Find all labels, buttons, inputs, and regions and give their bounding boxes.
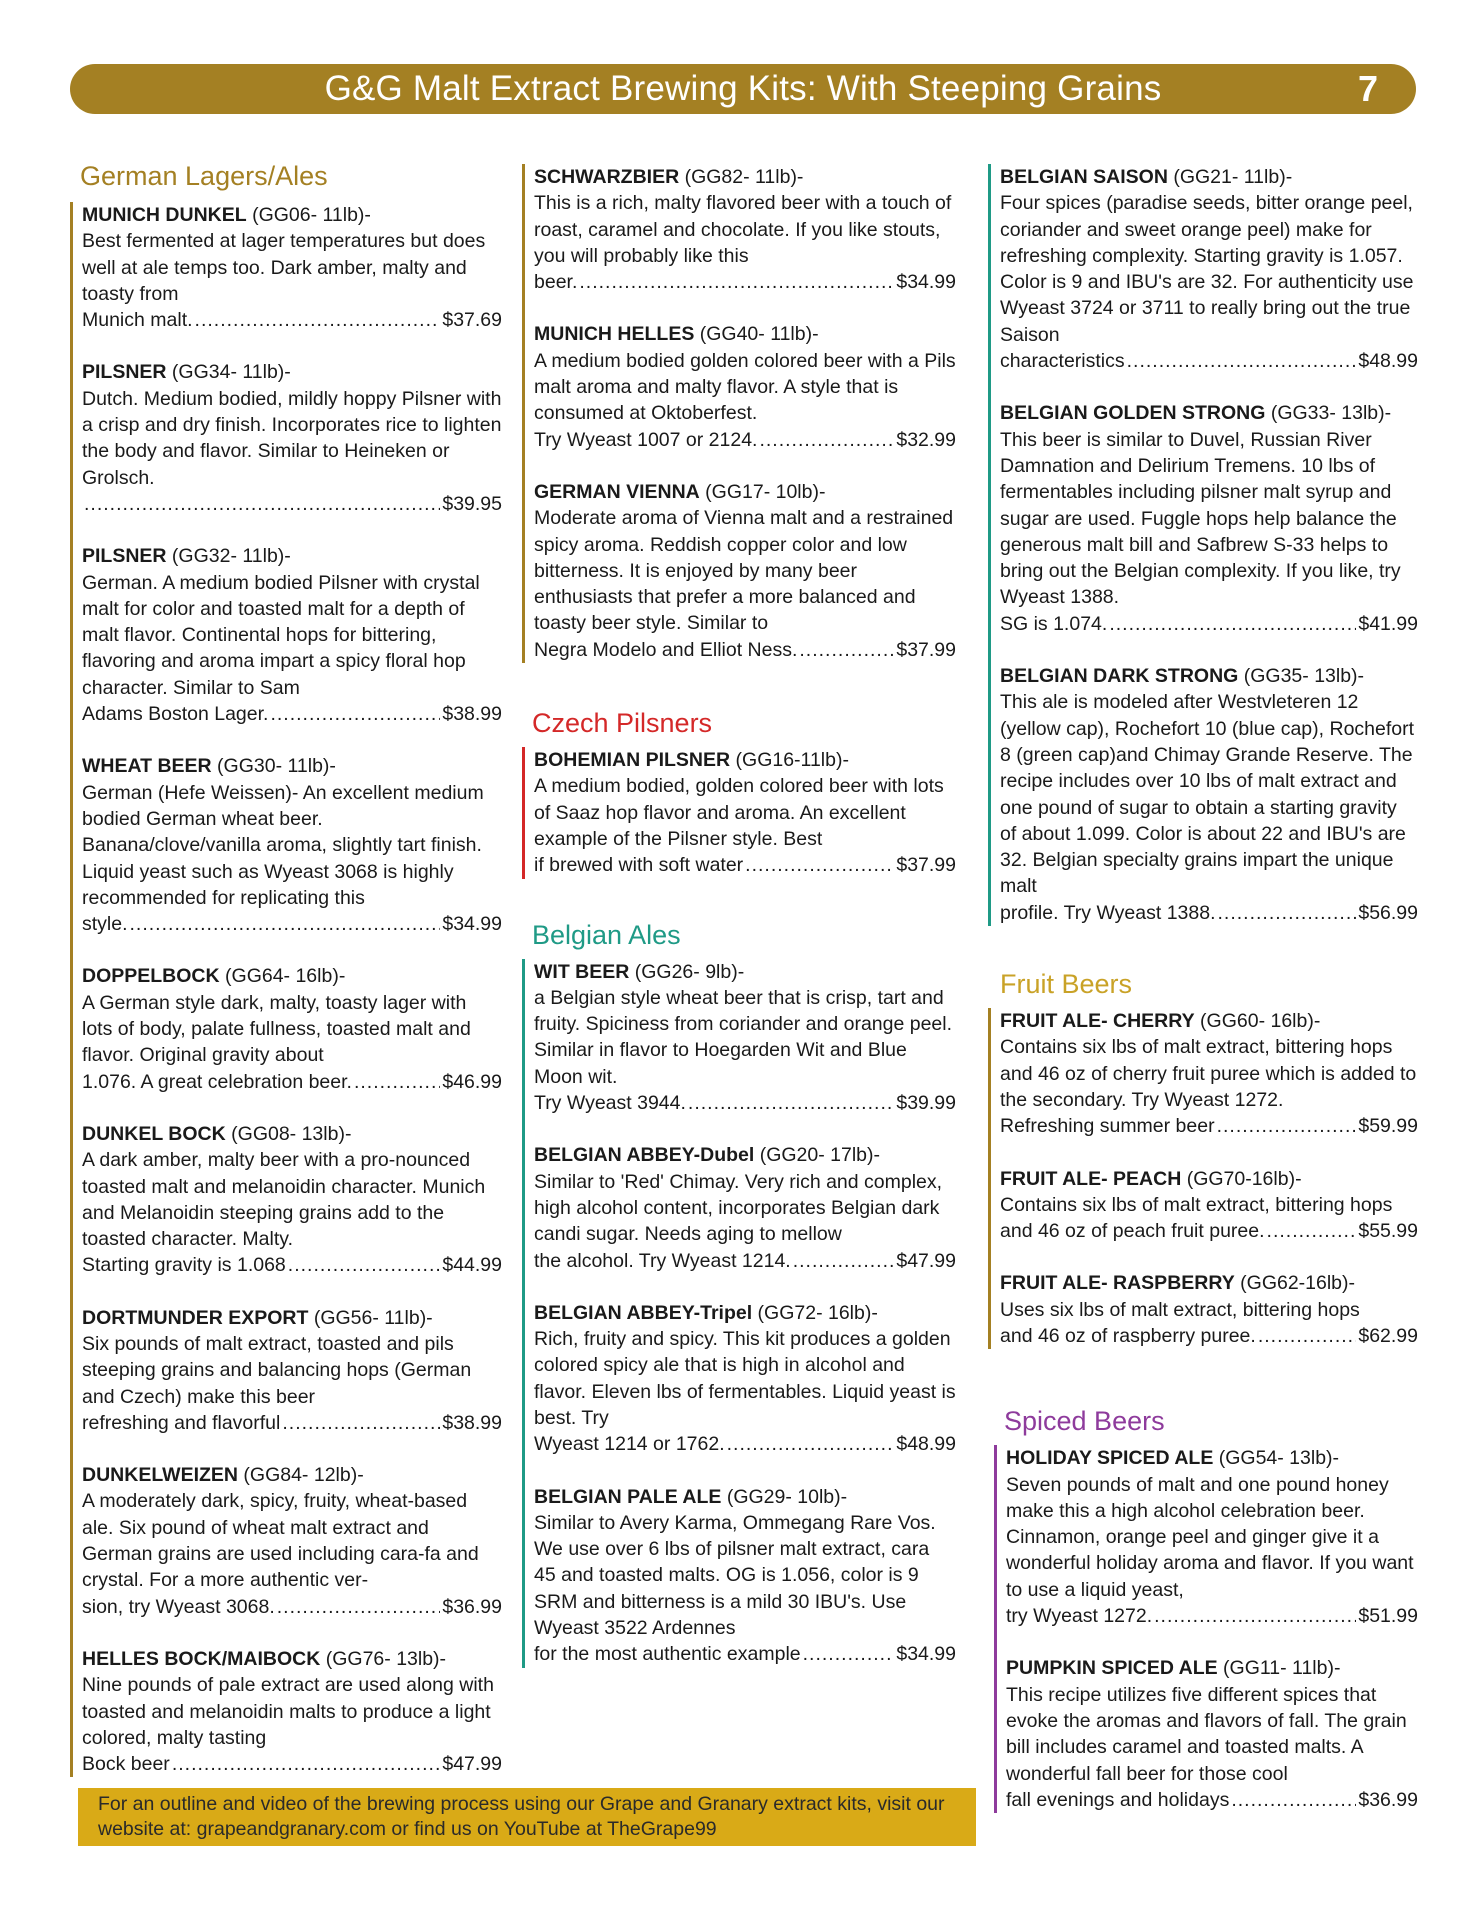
product-description-end: Wyeast 1214 or 1762.: [534, 1433, 725, 1456]
product-price: $48.99: [896, 1433, 956, 1456]
product-price: $46.99: [442, 1070, 502, 1093]
product-name: BELGIAN PALE ALE: [534, 1485, 722, 1508]
product-heading: [1000, 164, 1418, 190]
dot-leader: [1267, 1218, 1357, 1244]
product-heading: [82, 1462, 502, 1488]
product-description-end: if brewed with soft water: [534, 854, 744, 877]
product-item: [1000, 400, 1418, 637]
price-line: [534, 269, 956, 295]
product-heading: [534, 164, 956, 190]
product-item: [82, 1305, 502, 1436]
product-price: $38.99: [442, 703, 502, 726]
section-body-czech: [522, 747, 956, 878]
product-description: Uses six lbs of malt extract, bittering hops: [1000, 1298, 1360, 1321]
product-price: $47.99: [442, 1753, 502, 1776]
product-description-end: style.: [82, 913, 128, 936]
product-code: (GG35- 13lb)-: [1238, 665, 1365, 688]
product-heading: [1000, 1166, 1418, 1192]
product-name: HELLES BOCK/MAIBOCK: [82, 1647, 321, 1670]
dot-leader: [727, 1431, 895, 1457]
section-title-fruit: Fruit Beers: [1000, 969, 1133, 1000]
product-description-end: for the most authentic example: [534, 1643, 801, 1666]
dot-leader: [277, 1594, 441, 1620]
section-body-spiced: [994, 1445, 1418, 1813]
section-body-german: [70, 202, 502, 1777]
product-heading: [82, 1646, 502, 1672]
dot-leader: [793, 1248, 895, 1274]
product-description-end: 1.076. A great celebration beer.: [82, 1070, 352, 1093]
product-description: This recipe utilizes five different spices that evoke the aromas and flavors of fall. The grain bill includes caramel and toasted malts. A wonderful fall beer for those cool: [1006, 1683, 1407, 1785]
product-code: (GG32- 11lb)-: [166, 545, 291, 568]
dot-leader: [172, 1751, 441, 1777]
product-description: German. A medium bodied Pilsner with crystal malt for color and toasted malt for a depth of malt flavor. Continental hops for bittering, flavoring and aroma impart a spicy floral hop character. Similar to Sam: [82, 571, 480, 699]
price-line: [82, 491, 502, 517]
dot-leader: [354, 1069, 440, 1095]
product-heading: [82, 543, 502, 569]
dot-leader: [803, 1641, 895, 1667]
product-name: BELGIAN GOLDEN STRONG: [1000, 402, 1266, 425]
product-code: (GG84- 12lb)-: [238, 1464, 364, 1487]
product-item: [82, 1646, 502, 1777]
product-item: [82, 359, 502, 517]
page-number: 7: [1357, 68, 1378, 109]
product-code: (GG06- 11lb)-: [246, 204, 371, 226]
dot-leader: [282, 1410, 440, 1436]
price-line: [82, 1252, 502, 1278]
product-item: [82, 543, 502, 727]
product-price: $44.99: [442, 1254, 502, 1277]
dot-leader: [1218, 900, 1357, 926]
product-item: [534, 747, 956, 878]
product-name: SCHWARZBIER: [534, 166, 680, 188]
section-body-fruit: [988, 1008, 1418, 1349]
product-price: $47.99: [896, 1249, 956, 1272]
price-line: [1000, 1218, 1418, 1244]
product-description: A medium bodied, golden colored beer with lots of Saaz hop flavor and aroma. An excellent example of the Pilsner style. Best: [534, 775, 944, 850]
dot-leader: [84, 491, 440, 517]
product-item: [534, 959, 956, 1117]
product-item: [1000, 1166, 1418, 1245]
column-right: [988, 164, 1418, 1813]
product-description: A German style dark, malty, toasty lager with lots of body, palate fullness, toasted malt and flavor. Original gravity about: [82, 991, 471, 1067]
product-price: $38.99: [442, 1411, 502, 1434]
product-code: (GG72- 16lb)-: [752, 1301, 878, 1324]
product-description: a Belgian style wheat beer that is crisp, tart and fruity. Spiciness from coriander and orange peel. Similar in flavor to Hoegarden Wit and Blue Moon wit.: [534, 986, 953, 1088]
section-body-german-cont: [522, 164, 956, 663]
product-item: [82, 1121, 502, 1279]
dot-leader: [270, 701, 440, 727]
product-description-end: and 46 oz of peach fruit puree.: [1000, 1220, 1265, 1243]
product-name: MUNICH HELLES: [534, 323, 695, 346]
product-item: [534, 1484, 956, 1668]
product-heading: [82, 202, 502, 228]
product-code: (GG56- 11lb)-: [308, 1306, 433, 1329]
product-item: [1006, 1445, 1418, 1629]
dot-leader: [1127, 348, 1357, 374]
product-description-end: Try Wyeast 3944.: [534, 1092, 686, 1115]
product-price: $48.99: [1358, 350, 1418, 373]
column-german: [70, 160, 502, 1777]
product-description: Contains six lbs of malt extract, bittering hops: [1000, 1193, 1393, 1216]
product-name: WIT BEER: [534, 960, 630, 983]
dot-leader: [799, 637, 894, 663]
product-item: [82, 753, 502, 937]
product-description: Four spices (paradise seeds, bitter orange peel, coriander and sweet orange peel) make for refreshing complexity. Starting gravity is 1.057. Color is 9 and IBU's are 32. For authenticity use Wyeast 3724 or 3711 to really bring out the true Saison: [1000, 192, 1414, 346]
product-description: German (Hefe Weissen)- An excellent medium bodied German wheat beer. Banana/clove/vanilla aroma, slightly tart finish. Liquid yeast such as Wyeast 3068 is highly recommended for replicating this: [82, 781, 484, 909]
price-line: [82, 1069, 502, 1095]
price-line: [1000, 1323, 1418, 1349]
product-price: $36.99: [442, 1595, 502, 1618]
product-description-end: sion, try Wyeast 3068.: [82, 1595, 275, 1618]
price-line: [1006, 1787, 1418, 1813]
price-line: [534, 427, 956, 453]
product-name: PUMPKIN SPICED ALE: [1006, 1657, 1218, 1680]
product-description: A medium bodied golden colored beer with a Pils malt aroma and malty flavor. A style that is consumed at Oktoberfest.: [534, 349, 956, 425]
product-heading: [1000, 663, 1418, 689]
product-description: This beer is similar to Duvel, Russian River Damnation and Delirium Tremens. 10 lbs of fermentables including pilsner malt syrup and sugar are used. Fuggle hops help balance the generous malt bill and Safbrew S-33 helps to bring out the Belgian complexity. If you like, try Wyeast 1388.: [1000, 428, 1401, 609]
column-middle: [522, 164, 956, 1668]
footer-note: For an outline and video of the brewing process using our Grape and Granary extract kits, visit our website at: grapeandgranary.com or find us on YouTube at TheGrape99: [78, 1788, 976, 1846]
dot-leader: [1231, 1787, 1356, 1813]
price-line: [534, 1431, 956, 1457]
product-code: (GG26- 9lb)-: [629, 960, 745, 983]
dot-leader: [1258, 1323, 1357, 1349]
product-price: $36.99: [1358, 1788, 1418, 1811]
product-price: $41.99: [1358, 612, 1418, 635]
product-description-end: beer.: [534, 271, 578, 294]
product-code: (GG29- 10lb)-: [721, 1485, 848, 1508]
product-description-end: Refreshing summer beer: [1000, 1115, 1215, 1138]
product-description-end: profile. Try Wyeast 1388.: [1000, 901, 1216, 924]
product-heading: [534, 1142, 956, 1168]
product-heading: [82, 753, 502, 779]
product-description-end: refreshing and flavorful: [82, 1411, 281, 1434]
dot-leader: [130, 911, 441, 937]
product-item: [534, 164, 956, 295]
product-item: [534, 1300, 956, 1458]
price-line: [534, 852, 956, 878]
product-item: [1000, 164, 1418, 374]
product-description: Six pounds of malt extract, toasted and pils steeping grains and balancing hops (German and Czech) make this beer: [82, 1332, 472, 1408]
price-line: [82, 307, 502, 333]
section-body-belgian-cont: [988, 164, 1418, 926]
section-title-czech: Czech Pilsners: [532, 708, 713, 739]
product-description: Similar to Avery Karma, Ommegang Rare Vos. We use over 6 lbs of pilsner malt extract, cara 45 and toasted malts. OG is 1.056, color is 9 SRM and bitterness is a mild 30 IBU's. Use Wyeast 3522 Ardennes: [534, 1511, 936, 1640]
product-price: $39.95: [442, 492, 502, 515]
product-price: $62.99: [1358, 1324, 1418, 1347]
product-item: [1000, 1270, 1418, 1349]
dot-leader: [1154, 1603, 1356, 1629]
product-description: Best fermented at lager temperatures but does well at ale temps too. Dark amber, malty and toasty from: [82, 230, 486, 305]
product-code: (GG20- 17lb)-: [754, 1144, 880, 1167]
product-name: PILSNER: [82, 361, 167, 384]
dot-leader: [195, 307, 441, 333]
product-name: MUNICH DUNKEL: [82, 204, 247, 226]
product-heading: [82, 963, 502, 989]
product-heading: [82, 1121, 502, 1147]
product-item: [82, 963, 502, 1094]
product-code: (GG40- 11lb)-: [694, 323, 819, 346]
price-line: [82, 1410, 502, 1436]
section-body-belgian: [522, 959, 956, 1668]
price-line: [1000, 348, 1418, 374]
product-name: DUNKEL BOCK: [82, 1122, 226, 1145]
product-price: $39.99: [896, 1092, 956, 1115]
product-code: (GG11- 11lb)-: [1217, 1657, 1341, 1680]
product-description-end: Bock beer: [82, 1753, 170, 1776]
product-item: [82, 202, 502, 333]
product-description: Rich, fruity and spicy. This kit produces a golden colored spicy ale that is high in alcohol and flavor. Eleven lbs of fermentables. Liquid yeast is best. Try: [534, 1328, 956, 1429]
section-title-german: German Lagers/Ales: [80, 161, 328, 191]
product-description-end: fall evenings and holidays: [1006, 1788, 1230, 1811]
product-name: FRUIT ALE- CHERRY: [1000, 1010, 1195, 1033]
dot-leader: [759, 427, 894, 453]
product-name: BOHEMIAN PILSNER: [534, 749, 731, 772]
product-heading: [534, 747, 956, 773]
product-description-end: Negra Modelo and Elliot Ness.: [534, 638, 798, 661]
product-description: This ale is modeled after Westvleteren 12 (yellow cap), Rochefort 10 (blue cap), Rochefort 8 (green cap)and Chimay Grande Reserve. The recipe includes over 10 lbs of malt extract and one pound of sugar to obtain a starting gravity of about 1.099. Color is about 22 and IBU's are 32. Belgian specialty grains impart the unique malt: [1000, 691, 1415, 898]
price-line: [1006, 1603, 1418, 1629]
product-price: $51.99: [1358, 1605, 1418, 1628]
product-code: (GG21- 11lb)-: [1167, 166, 1293, 188]
product-description-end: SG is 1.074.: [1000, 612, 1108, 635]
product-heading: [82, 1305, 502, 1331]
product-description: Similar to 'Red' Chimay. Very rich and complex, high alcohol content, incorporates Belgian dark candi sugar. Needs aging to mellow: [534, 1170, 943, 1246]
product-price: $59.99: [1358, 1115, 1418, 1138]
product-code: (GG16-11lb)-: [730, 749, 849, 772]
product-description: A dark amber, malty beer with a pro-nounced toasted malt and melanoidin character. Munich and Melanoidin steeping grains add to the toasted character. Malty.: [82, 1149, 486, 1251]
product-code: (GG70-16lb)-: [1181, 1167, 1302, 1190]
product-item: [534, 1142, 956, 1273]
dot-leader: [288, 1252, 441, 1278]
price-line: [534, 637, 956, 663]
price-line: [1000, 1113, 1418, 1139]
product-name: BELGIAN ABBEY-Dubel: [534, 1144, 755, 1167]
product-description: Nine pounds of pale extract are used along with toasted and melanoidin malts to produce a light colored, malty tasting: [82, 1674, 494, 1749]
product-price: $34.99: [896, 271, 956, 294]
product-heading: [1000, 1008, 1418, 1034]
product-item: [1006, 1655, 1418, 1813]
product-name: HOLIDAY SPICED ALE: [1006, 1447, 1214, 1470]
product-description: This is a rich, malty flavored beer with a touch of roast, caramel and chocolate. If you like stouts, you will probably like this: [534, 192, 952, 267]
product-price: $37.99: [896, 854, 956, 877]
product-description: Seven pounds of malt and one pound honey make this a high alcohol celebration beer. Cinnamon, orange peel and ginger give it a wonderful holiday aroma and flavor. If you want to use a liquid yeast,: [1006, 1473, 1414, 1601]
price-line: [82, 1594, 502, 1620]
price-line: [1000, 900, 1418, 926]
product-code: (GG08- 13lb)-: [225, 1122, 352, 1145]
product-code: (GG30- 11lb)-: [211, 755, 336, 778]
product-description-end: Munich malt.: [82, 309, 193, 332]
product-description: Moderate aroma of Vienna malt and a restrained spicy aroma. Reddish copper color and low bitterness. It is enjoyed by many beer enthusiasts that prefer a more balanced and toasty beer style. Similar to: [534, 507, 954, 635]
product-description: A moderately dark, spicy, fruity, wheat-based ale. Six pound of wheat malt extract and German grains are used including cara-fa and crystal. For a more authentic ver-: [82, 1490, 479, 1592]
product-description-end: Try Wyeast 1007 or 2124.: [534, 428, 758, 451]
product-description-end: try Wyeast 1272.: [1006, 1605, 1153, 1628]
product-price: $55.99: [1358, 1220, 1418, 1243]
product-item: [1000, 663, 1418, 926]
product-code: (GG60- 16lb)-: [1194, 1010, 1321, 1033]
price-line: [82, 911, 502, 937]
product-name: BELGIAN DARK STRONG: [1000, 665, 1239, 688]
section-title-belgian: Belgian Ales: [532, 919, 681, 950]
product-name: FRUIT ALE- PEACH: [1000, 1167, 1182, 1190]
product-description: Dutch. Medium bodied, mildly hoppy Pilsner with a crisp and dry finish. Incorporates rice to lighten the body and flavor. Similar to Heineken or Grolsch.: [82, 387, 502, 489]
dot-leader: [1109, 611, 1356, 637]
dot-leader: [745, 852, 894, 878]
product-price: $34.99: [896, 1643, 956, 1666]
product-price: $37.99: [896, 638, 956, 661]
product-heading: [534, 959, 956, 985]
product-code: (GG34- 11lb)-: [166, 361, 291, 384]
product-heading: [82, 359, 502, 385]
product-price: $37.69: [442, 309, 502, 332]
product-heading: [534, 321, 956, 347]
product-description-end: the alcohol. Try Wyeast 1214.: [534, 1249, 791, 1272]
header-banner: [70, 64, 1416, 114]
product-name: BELGIAN SAISON: [1000, 166, 1168, 188]
product-code: (GG33- 13lb)-: [1265, 402, 1392, 425]
price-line: [534, 1248, 956, 1274]
product-code: (GG54- 13lb)-: [1213, 1447, 1340, 1470]
product-item: [1000, 1008, 1418, 1139]
dot-leader: [1217, 1113, 1357, 1139]
product-description: Contains six lbs of malt extract, bittering hops and 46 oz of cherry fruit puree which is added to the secondary. Try Wyeast 1272.: [1000, 1036, 1417, 1111]
product-name: DORTMUNDER EXPORT: [82, 1306, 309, 1329]
product-name: PILSNER: [82, 545, 167, 568]
dot-leader: [688, 1090, 894, 1116]
product-heading: [1006, 1445, 1418, 1471]
product-description-end: and 46 oz of raspberry puree.: [1000, 1324, 1256, 1347]
product-code: (GG64- 16lb)-: [219, 965, 346, 988]
section-title-spiced: Spiced Beers: [1004, 1406, 1165, 1437]
product-item: [534, 479, 956, 663]
product-heading: [534, 1484, 956, 1510]
product-heading: [1000, 400, 1418, 426]
product-price: $56.99: [1358, 901, 1418, 924]
product-price: $34.99: [442, 913, 502, 936]
price-line: [534, 1641, 956, 1667]
product-name: BELGIAN ABBEY-Tripel: [534, 1301, 753, 1324]
product-name: WHEAT BEER: [82, 755, 212, 778]
price-line: [82, 701, 502, 727]
product-item: [82, 1462, 502, 1620]
product-heading: [534, 479, 956, 505]
product-description-end: Adams Boston Lager.: [82, 703, 269, 726]
page-title: G&G Malt Extract Brewing Kits: With Steeping Grains: [324, 69, 1162, 108]
product-code: (GG62-16lb)-: [1234, 1272, 1356, 1295]
price-line: [82, 1751, 502, 1777]
product-name: GERMAN VIENNA: [534, 480, 700, 503]
dot-leader: [579, 269, 894, 295]
product-description-end: Starting gravity is 1.068: [82, 1254, 286, 1277]
product-heading: [1006, 1655, 1418, 1681]
product-price: $32.99: [896, 428, 956, 451]
product-code: (GG17- 10lb)-: [699, 480, 826, 503]
product-name: DOPPELBOCK: [82, 965, 220, 988]
product-heading: [1000, 1270, 1418, 1296]
product-description-end: characteristics: [1000, 350, 1125, 373]
product-name: FRUIT ALE- RASPBERRY: [1000, 1272, 1235, 1295]
product-item: [534, 321, 956, 452]
product-name: DUNKELWEIZEN: [82, 1464, 238, 1487]
price-line: [1000, 611, 1418, 637]
price-line: [534, 1090, 956, 1116]
product-code: (GG76- 13lb)-: [320, 1647, 447, 1670]
product-code: (GG82- 11lb)-: [679, 166, 804, 188]
product-heading: [534, 1300, 956, 1326]
